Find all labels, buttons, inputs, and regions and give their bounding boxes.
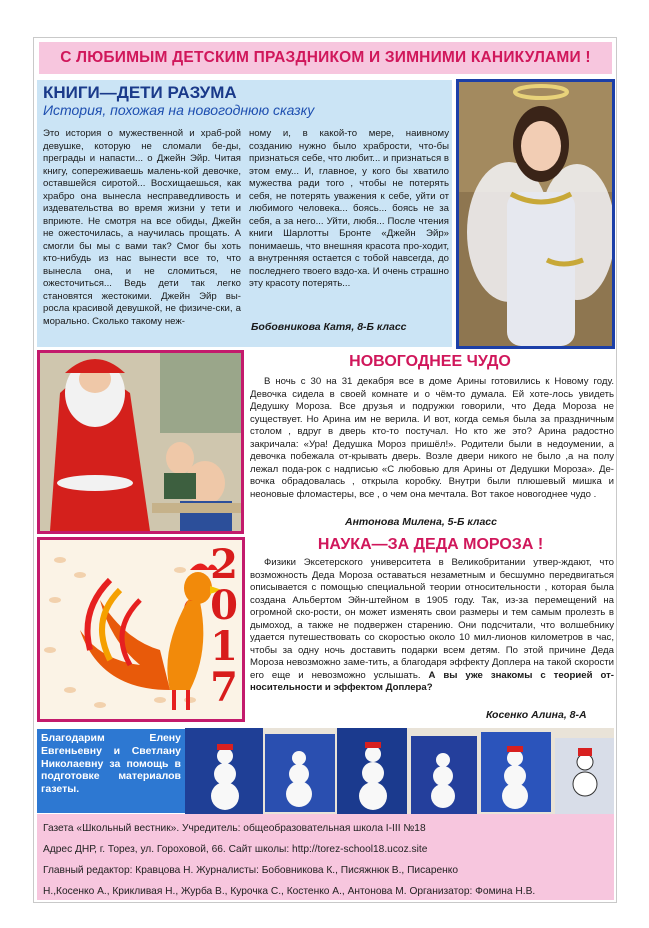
year-digit: 1 (210, 623, 238, 670)
santa-classroom-photo (37, 350, 244, 534)
science-title: НАУКА—ЗА ДЕДА МОРОЗА ! (317, 536, 544, 553)
santa-classroom-illustration (40, 353, 241, 531)
books-column-1: Это история о мужественной и храб-рой девушке, которую не сломали бе-ды, преграды и напасти... о Джейн Эйр. Читая книгу, сопереживаешь малень-кой девочке, оставшейся сиротой... Восхищаешься, как храбро она вынесла несправедливость и издевательства во время жизни у тети и вприюте. Не смотря на все обиды, Джейн не ожесточилась, а научилась прощать. А смогли бы мы с вами так? Смог бы хоть кто-нибудь из нас вынести все то, что вынесла она, и не сломиться, не ожесточиться... Ведь дети так легко становятся жестокими. Джейн Эйр вы-росла красивой девушкой, не физиче-ски, а морально. Сколько такому неж- (43, 128, 241, 327)
year-digit: 7 (210, 664, 238, 711)
miracle-text: В ночь с 30 на 31 декабря все в доме Арины готовились к Новому году. Девочка сидела в своей комнате и о чём-то думала. Ей хоте-лось увидеть Дедушку Мороза. Все друзья и подружки говорили, что Деда Мороза не существует. Но Арина им не верила. И вот, когда семья была за праздничным столом , вдруг в дверь кто-то постучал. Но кто же это? Арина радостно закричала: «Ура! Дедушка Мороз пришёл!». Родители были в недоумении, а девочка побежала от-крывать дверь. Возле двери никого не было ,а на полу лежал пода-рок с надписью «С любовью для Арины от Дедушки Мороза». Де-вочка обрадовалась , открыла коробку. Внутри были плюшевый мишка и неоновые фломастеры, все , о чем она мечтала. Вот такое новогоднее чудо . (250, 376, 614, 500)
science-text (250, 557, 614, 695)
snowmen-drawings-photo (185, 728, 614, 814)
snowmen-illustration (185, 728, 614, 814)
science-signature: Косенко Алина, 8-А (486, 709, 587, 721)
miracle-title: НОВОГОДНЕЕ ЧУДО (349, 353, 511, 370)
miracle-signature: Антонова Милена, 5-Б класс (345, 516, 497, 528)
girl-angel-illustration (459, 82, 612, 346)
girl-angel-photo (456, 79, 615, 349)
thanks-text: Благодарим Елену Евгеньевну и Светлану Николаевну за помощь в подготовке материалов газеты. (41, 732, 181, 796)
rooster-2017-emblem (37, 537, 245, 722)
books-article (37, 80, 452, 347)
imprint-line: Газета «Школьный вестник». Учредитель: общеобразовательная школа I-III №18 (43, 823, 426, 834)
holiday-banner (37, 40, 614, 76)
science-body: Физики Эксетерского университета в Великобритании утвер-ждают, что возможность Деда Мороза оставаться незаметным и бесшумно передвигаться описывается с помощью специальной теории относительности , которая была создана Альбертом Эйн-штейном в 1905 году. Так, из-за перемещений на огромной ско-рости, он может изменять свои размеры и тем самым пролезть в дымоход, а также не подвержен старению. Они подсчитали, что волшебнику удается путешествовать со скоростью около 10 мил-лионов километров в час, чтобы за одну ночь доставить подарки всем детям. По этой причине Деда Мороза невозможно заме-тить, а благодаря эффекту Доплера на такой скорости его еще и невозможно услышать. (250, 557, 614, 681)
newspaper-imprint (37, 814, 614, 900)
year-digit: 2 (210, 541, 238, 588)
year-2017 (210, 541, 238, 711)
year-digit: 0 (210, 582, 238, 629)
banner-text: С ЛЮБИМЫМ ДЕТСКИМ ПРАЗДНИКОМ И ЗИМНИМИ КАНИКУЛАМИ ! (60, 49, 591, 66)
books-title: КНИГИ—ДЕТИ РАЗУМА (43, 83, 237, 102)
books-column-2: ному и, в какой-то мере, наивному созданию нужно было храбрости, что-бы признаться себе, что любит... и признаться в этом ему... И, главное, у кого бы хватило мужества ради того , чтобы не потерять себя, не потерять уважения к себе, уйти от любимого человека... боясь... боясь не за себя, а за него... Уйти, любя... После чтения книги Шарлотты Бронте «Джейн Эйр» понимаешь, что внешняя красота про-ходит, а внутренняя остается с тобой навсегда, до последнего твоего вздо-ха. И очень страшно эту красоту потерять... (249, 128, 449, 289)
books-subtitle: История, похожая на новогоднюю сказку (43, 102, 315, 118)
imprint-line: Адрес ДНР, г. Торез, ул. Гороховой, 66. Сайт школы: http://torez-school18.ucoz.site (43, 844, 428, 855)
thanks-note (37, 729, 185, 813)
science-question: А вы уже знакомы с теорией от-носительности и эффектом Доплера? (250, 669, 614, 693)
books-signature: Бобовникова Катя, 8-Б класс (251, 321, 407, 333)
imprint-line: Главный редактор: Кравцова Н. Журналисты: Бобовникова К., Писяжнюк В., Писаренко (43, 865, 459, 876)
imprint-line: Н.,Косенко А., Крикливая Н., Журба В., Курочка С., Костенко А., Антонова М. Организатор: Фомина Н.В. (43, 886, 536, 897)
